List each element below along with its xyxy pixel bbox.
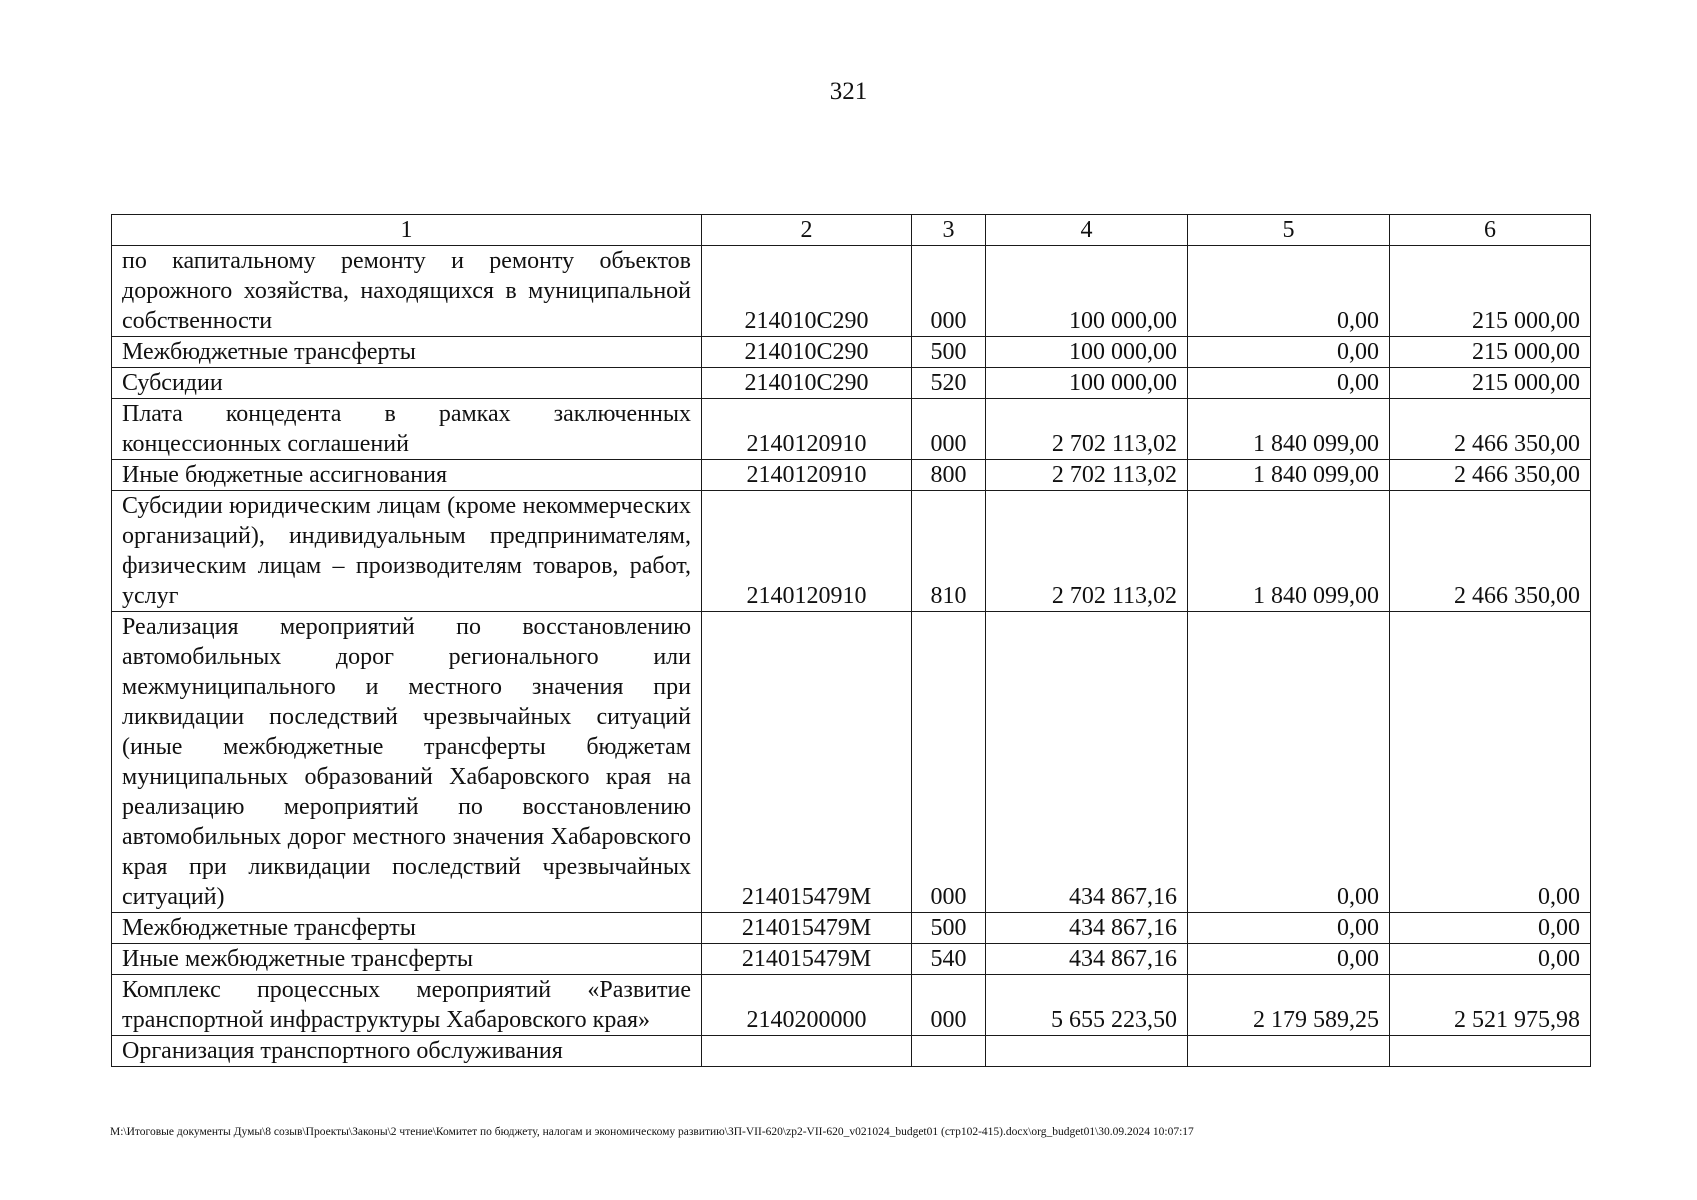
row-name-cell: Реализация мероприятий по восстановлению автомобильных дорог регионального или межмуниципального и местного значения при ликвидации последствий чрезвычайных ситуаций (иные межбюджетные трансферты бюджетам муниципальных образований Хабаровского края на реализацию мероприятий по восстановлению автомобильных дорог местного значения Хабаровского края при ликвидации последствий чрезвычайных ситуаций): [112, 612, 702, 913]
row-expense-type-cell: 810: [912, 491, 986, 612]
table-row: [112, 612, 1591, 913]
row-amount-col4-cell: 5 655 223,50: [986, 975, 1188, 1036]
row-amount-col4-cell: 100 000,00: [986, 246, 1188, 337]
row-amount-col4-cell: 434 867,16: [986, 944, 1188, 975]
header-col-4: 4: [986, 215, 1188, 246]
row-code-cell: 2140120910: [702, 491, 912, 612]
row-name-cell: Субсидии юридическим лицам (кроме некоммерческих организаций), индивидуальным предпринимателям, физическим лицам – производителям товаров, работ, услуг: [112, 491, 702, 612]
row-expense-type-cell: 520: [912, 368, 986, 399]
row-amount-col5-cell: 1 840 099,00: [1188, 399, 1390, 460]
row-amount-col6-cell: [1390, 1036, 1591, 1067]
page-number: 321: [829, 78, 868, 105]
row-amount-col6-cell: 2 466 350,00: [1390, 491, 1591, 612]
row-amount-col6-cell: 0,00: [1390, 612, 1591, 913]
row-name-cell: Межбюджетные трансферты: [112, 337, 702, 368]
row-amount-col6-cell: 2 521 975,98: [1390, 975, 1591, 1036]
row-amount-col5-cell: 0,00: [1188, 612, 1390, 913]
row-name-cell: по капитальному ремонту и ремонту объектов дорожного хозяйства, находящихся в муниципальной собственности: [112, 246, 702, 337]
table-row: [112, 491, 1591, 612]
table-row: [112, 913, 1591, 944]
row-code-cell: 214010C290: [702, 337, 912, 368]
header-col-1: 1: [112, 215, 702, 246]
row-expense-type-cell: 000: [912, 399, 986, 460]
table-row: [112, 399, 1591, 460]
table-body: [112, 215, 1591, 1067]
row-amount-col6-cell: 2 466 350,00: [1390, 460, 1591, 491]
row-expense-type-cell: 000: [912, 612, 986, 913]
table-row: [112, 368, 1591, 399]
row-expense-type-cell: 800: [912, 460, 986, 491]
row-expense-type-cell: 000: [912, 246, 986, 337]
row-code-cell: 214015479M: [702, 944, 912, 975]
row-amount-col5-cell: 1 840 099,00: [1188, 460, 1390, 491]
row-code-cell: 2140120910: [702, 460, 912, 491]
row-expense-type-cell: [912, 1036, 986, 1067]
table-row: [112, 337, 1591, 368]
row-amount-col5-cell: 0,00: [1188, 246, 1390, 337]
row-expense-type-cell: 500: [912, 337, 986, 368]
row-amount-col4-cell: 100 000,00: [986, 368, 1188, 399]
row-expense-type-cell: 000: [912, 975, 986, 1036]
row-expense-type-cell: 500: [912, 913, 986, 944]
row-name-cell: Организация транспортного обслуживания: [112, 1036, 702, 1067]
row-amount-col6-cell: 0,00: [1390, 913, 1591, 944]
row-amount-col6-cell: 215 000,00: [1390, 368, 1591, 399]
row-name-cell: Плата концедента в рамках заключенных концессионных соглашений: [112, 399, 702, 460]
row-name-cell: Комплекс процессных мероприятий «Развитие транспортной инфраструктуры Хабаровского края»: [112, 975, 702, 1036]
row-amount-col5-cell: 0,00: [1188, 913, 1390, 944]
table-header-row: [112, 215, 1591, 246]
table-row: [112, 975, 1591, 1036]
document-path-footer: M:\Итоговые документы Думы\8 созыв\Проекты\Законы\2 чтение\Комитет по бюджету, налогам и экономическому развитию\ЗП-VII-620\zp2-VII-620_v021024_budget01 (стр102-415).docx\org_budget01\30.09.2024 10:07:17: [110, 1126, 1194, 1138]
row-code-cell: 2140200000: [702, 975, 912, 1036]
header-col-5: 5: [1188, 215, 1390, 246]
row-amount-col5-cell: 2 179 589,25: [1188, 975, 1390, 1036]
row-amount-col4-cell: 2 702 113,02: [986, 491, 1188, 612]
row-amount-col5-cell: 0,00: [1188, 337, 1390, 368]
row-amount-col6-cell: 2 466 350,00: [1390, 399, 1591, 460]
row-expense-type-cell: 540: [912, 944, 986, 975]
row-amount-col4-cell: 2 702 113,02: [986, 460, 1188, 491]
table-row: [112, 246, 1591, 337]
row-amount-col6-cell: 215 000,00: [1390, 337, 1591, 368]
table-row: [112, 944, 1591, 975]
row-code-cell: 214015479M: [702, 612, 912, 913]
row-amount-col6-cell: 0,00: [1390, 944, 1591, 975]
row-amount-col4-cell: 434 867,16: [986, 612, 1188, 913]
row-amount-col4-cell: 100 000,00: [986, 337, 1188, 368]
row-code-cell: 2140120910: [702, 399, 912, 460]
row-amount-col5-cell: [1188, 1036, 1390, 1067]
table-row: [112, 460, 1591, 491]
header-col-2: 2: [702, 215, 912, 246]
row-amount-col4-cell: [986, 1036, 1188, 1067]
row-name-cell: Иные межбюджетные трансферты: [112, 944, 702, 975]
row-amount-col5-cell: 0,00: [1188, 368, 1390, 399]
row-code-cell: 214010C290: [702, 246, 912, 337]
row-code-cell: 214010C290: [702, 368, 912, 399]
row-name-cell: Межбюджетные трансферты: [112, 913, 702, 944]
row-name-cell: Иные бюджетные ассигнования: [112, 460, 702, 491]
budget-table: [111, 214, 1591, 1067]
row-code-cell: 214015479M: [702, 913, 912, 944]
row-amount-col6-cell: 215 000,00: [1390, 246, 1591, 337]
row-amount-col4-cell: 2 702 113,02: [986, 399, 1188, 460]
row-code-cell: [702, 1036, 912, 1067]
row-name-cell: Субсидии: [112, 368, 702, 399]
header-col-6: 6: [1390, 215, 1591, 246]
row-amount-col4-cell: 434 867,16: [986, 913, 1188, 944]
header-col-3: 3: [912, 215, 986, 246]
row-amount-col5-cell: 1 840 099,00: [1188, 491, 1390, 612]
table-row: [112, 1036, 1591, 1067]
row-amount-col5-cell: 0,00: [1188, 944, 1390, 975]
